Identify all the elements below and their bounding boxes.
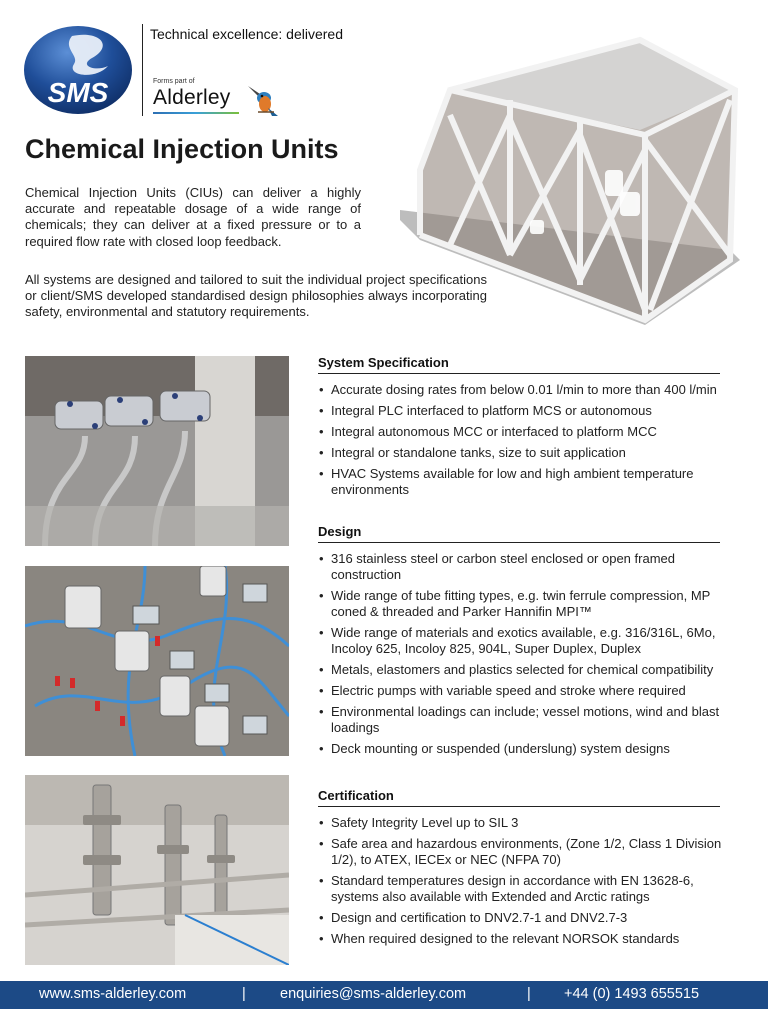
- website-link[interactable]: www.sms-alderley.com: [39, 986, 187, 1002]
- certification-list: [318, 815, 728, 947]
- list-item: • Accurate dosing rates from below 0.01 l/min to more than 400 l/min: [318, 382, 728, 398]
- list-item: • 316 stainless steel or carbon steel enclosed or open framed construction: [318, 551, 728, 583]
- list-item: • Integral or standalone tanks, size to suit application: [318, 445, 728, 461]
- phone-number: +44 (0) 1493 655515: [564, 986, 700, 1002]
- page-title: Chemical Injection Units: [25, 134, 339, 164]
- list-item: • Safe area and hazardous environments, (Zone 1/2, Class 1 Division 1/2), to ATEX, IECEx or NEC (NFPA 70): [318, 836, 728, 868]
- footer-bar: [0, 981, 768, 1009]
- alderley-brand: Alderley: [153, 86, 231, 109]
- footer-separator: |: [242, 986, 246, 1002]
- list-item: • Wide range of tube fitting types, e.g. twin ferrule compression, MP coned & threaded and Parker Hannifin MPI™: [318, 588, 728, 620]
- design-heading: Design: [318, 524, 720, 543]
- sms-logo-text: SMS: [47, 77, 109, 108]
- list-item: • Integral autonomous MCC or interfaced to platform MCC: [318, 424, 728, 440]
- design-section: [318, 524, 728, 762]
- list-item: • Deck mounting or suspended (underslung) system designs: [318, 741, 728, 757]
- valve-manifold-photo: [25, 775, 289, 965]
- design-list: [318, 551, 728, 757]
- intro-paragraph-2: All systems are designed and tailored to suit the individual project specifications or client/SMS developed standardised design philosophies always incorporating safety, environmental and statutory requirements.: [25, 272, 487, 320]
- list-item: • When required designed to the relevant NORSOK standards: [318, 931, 728, 947]
- system-specification-list: [318, 382, 728, 498]
- list-item: • HVAC Systems available for low and high ambient temperature environments: [318, 466, 728, 498]
- list-item: • Environmental loadings can include; vessel motions, wind and blast loadings: [318, 704, 728, 736]
- list-item: • Wide range of materials and exotics available, e.g. 316/316L, 6Mo, Incoloy 625, Incoloy 825, 904L, Super Duplex, Duplex: [318, 625, 728, 657]
- instrument-panel-photo: [25, 566, 289, 756]
- footer-separator: |: [527, 986, 531, 1002]
- system-specification-heading: System Specification: [318, 355, 720, 374]
- list-item: • Standard temperatures design in accordance with EN 13628-6, systems also available with Extended and Arctic ratings: [318, 873, 728, 905]
- list-item: • Design and certification to DNV2.7-1 and DNV2.7-3: [318, 910, 728, 926]
- intro-paragraph-1: Chemical Injection Units (CIUs) can deliver a highly accurate and repeatable dosage of a wide range of chemicals; they can deliver at a fixed pressure or to a required flow rate with closed loop feedback.: [25, 185, 361, 249]
- pump-heads-photo: [25, 356, 289, 546]
- tagline: Technical excellence: delivered: [150, 26, 343, 42]
- kingfisher-icon: [244, 82, 282, 118]
- list-item: • Metals, elastomers and plastics selected for chemical compatibility: [318, 662, 728, 678]
- forms-part-of-label: Forms part of: [153, 78, 195, 85]
- list-item: • Integral PLC interfaced to platform MCS or autonomous: [318, 403, 728, 419]
- alderley-underline: [153, 112, 239, 114]
- sms-logo-icon: [22, 22, 134, 118]
- email-link[interactable]: enquiries@sms-alderley.com: [280, 986, 467, 1002]
- list-item: • Electric pumps with variable speed and stroke where required: [318, 683, 728, 699]
- certification-section: [318, 788, 728, 952]
- certification-heading: Certification: [318, 788, 720, 807]
- logo-divider: [142, 24, 143, 116]
- system-specification-section: [318, 355, 728, 503]
- list-item: • Safety Integrity Level up to SIL 3: [318, 815, 728, 831]
